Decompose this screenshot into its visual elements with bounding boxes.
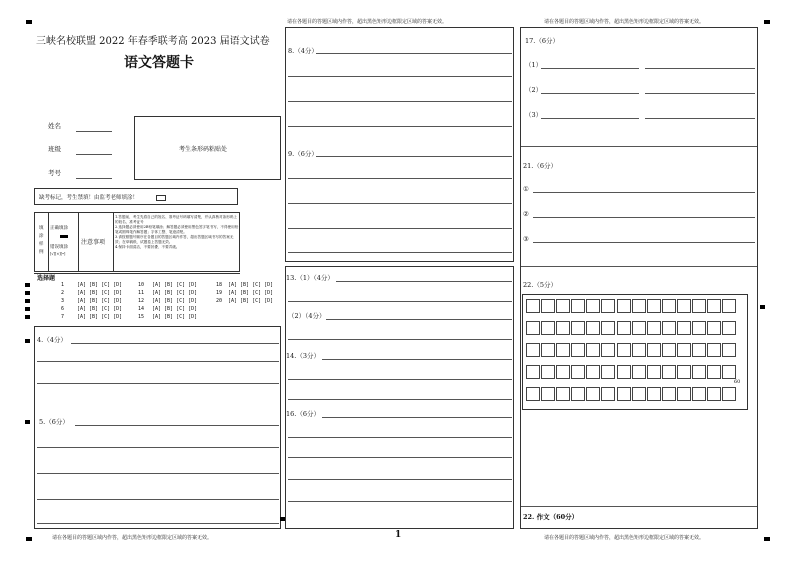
grid-cell[interactable] bbox=[692, 299, 706, 313]
answer-line[interactable] bbox=[288, 252, 512, 253]
wrong-label: 错误填涂 bbox=[50, 245, 68, 250]
grid-cell[interactable] bbox=[707, 299, 721, 313]
card-title: 语文答题卡 bbox=[124, 55, 194, 71]
answer-line[interactable] bbox=[541, 68, 639, 69]
choice-num: 15 bbox=[138, 314, 145, 320]
grid-cell[interactable] bbox=[617, 321, 631, 335]
choice-num: 3 bbox=[61, 298, 65, 304]
answer-line[interactable] bbox=[541, 118, 639, 119]
choice-num: 1 bbox=[61, 282, 65, 288]
grid-cell[interactable] bbox=[601, 343, 615, 357]
choice-options[interactable]: [A] [B] [C] [D] bbox=[152, 290, 198, 296]
choice-options[interactable]: [A] [B] [C] [D] bbox=[77, 314, 123, 320]
timing-mark bbox=[25, 339, 30, 343]
answer-line[interactable] bbox=[288, 437, 512, 438]
answer-box-right bbox=[520, 27, 758, 529]
q22-label: 22.（5分） bbox=[523, 281, 557, 289]
area-notice: 请在各题目的答题区域内作答，超出黑色矩形边框限定区域的答案无效。 bbox=[52, 535, 213, 541]
grid-cell[interactable] bbox=[677, 343, 691, 357]
answer-line[interactable] bbox=[37, 473, 279, 474]
grid-cell[interactable] bbox=[541, 343, 555, 357]
answer-line[interactable] bbox=[326, 319, 512, 320]
timing-mark bbox=[760, 305, 765, 309]
grid-cell[interactable] bbox=[632, 365, 646, 379]
grid-cell[interactable] bbox=[601, 321, 615, 335]
answer-line[interactable] bbox=[71, 343, 279, 344]
grid-cell[interactable] bbox=[586, 387, 600, 401]
area-notice: 请在各题目的答题区域内作答，超出黑色矩形边框限定区域的答案无效。 bbox=[544, 535, 705, 541]
page-number: 1 bbox=[395, 530, 402, 540]
grid-cell[interactable] bbox=[692, 365, 706, 379]
choice-num: 19 bbox=[216, 290, 223, 296]
q21-label: 21.（6分） bbox=[523, 162, 557, 170]
choice-options[interactable]: [A] [B] [C] [D] bbox=[152, 314, 198, 320]
notice-line: 4.保持卡面清洁，不要折叠、不要弄破。 bbox=[115, 245, 180, 249]
choice-num: 2 bbox=[61, 290, 65, 296]
grid-cell[interactable] bbox=[541, 321, 555, 335]
grid-cell[interactable] bbox=[586, 299, 600, 313]
grid-cell[interactable] bbox=[556, 299, 570, 313]
answer-line[interactable] bbox=[288, 178, 512, 179]
example-label: 填涂样例 bbox=[39, 226, 44, 255]
answer-line[interactable] bbox=[645, 93, 755, 94]
exam-title: 三峡名校联盟 2022 年春季联考高 2023 届语文试卷 bbox=[36, 36, 270, 47]
grid-cell[interactable] bbox=[677, 387, 691, 401]
grid-cell[interactable] bbox=[632, 321, 646, 335]
answer-line[interactable] bbox=[37, 447, 279, 448]
choice-title: 选择题 bbox=[37, 275, 56, 282]
corner-mark bbox=[26, 20, 32, 24]
grid-cell[interactable] bbox=[586, 321, 600, 335]
answer-line[interactable] bbox=[322, 359, 512, 360]
answer-line[interactable] bbox=[533, 242, 755, 243]
grid-cell[interactable] bbox=[586, 365, 600, 379]
choice-options[interactable]: [A] [B] [C] [D] bbox=[77, 282, 123, 288]
q14-label: 14.（3分） bbox=[286, 352, 320, 360]
answer-line[interactable] bbox=[288, 301, 512, 302]
answer-line[interactable] bbox=[288, 101, 512, 102]
q16-label: 16.（6分） bbox=[286, 410, 320, 418]
grid-cell[interactable] bbox=[632, 343, 646, 357]
area-notice: 请在各题目的答题区域内作答，超出黑色矩形边框限定区域的答案无效。 bbox=[287, 19, 448, 25]
answer-line[interactable] bbox=[288, 379, 512, 380]
q13-2-label: （2）（4分） bbox=[288, 312, 326, 320]
absent-box bbox=[34, 188, 238, 205]
grid-cell[interactable] bbox=[556, 387, 570, 401]
q9-label: 9.（6分） bbox=[288, 150, 318, 158]
choice-num: 12 bbox=[138, 298, 145, 304]
q17-label: 17.（6分） bbox=[525, 37, 559, 45]
grid-cell[interactable] bbox=[571, 365, 585, 379]
choice-options[interactable]: [A] [B] [C] [D] bbox=[77, 306, 123, 312]
timing-mark bbox=[25, 283, 30, 287]
choice-options[interactable]: [A] [B] [C] [D] bbox=[152, 298, 198, 304]
answer-line[interactable] bbox=[288, 339, 512, 340]
choice-num: 6 bbox=[61, 306, 65, 312]
grid-cell[interactable] bbox=[632, 299, 646, 313]
answer-line[interactable] bbox=[288, 203, 512, 204]
choice-num: 11 bbox=[138, 290, 145, 296]
grid-cell[interactable] bbox=[526, 321, 540, 335]
grid-cell[interactable] bbox=[647, 321, 661, 335]
notice-label: 注意事项 bbox=[81, 239, 106, 246]
choice-options[interactable]: [A] [B] [C] [D] bbox=[152, 306, 198, 312]
grid-cell[interactable] bbox=[662, 299, 676, 313]
corner-mark bbox=[764, 537, 770, 541]
grid-cell[interactable] bbox=[556, 321, 570, 335]
divider bbox=[521, 506, 757, 507]
answer-line[interactable] bbox=[288, 126, 512, 127]
answer-line[interactable] bbox=[541, 93, 639, 94]
id-field[interactable] bbox=[76, 178, 112, 179]
timing-mark bbox=[25, 420, 30, 424]
corner-mark bbox=[26, 537, 32, 541]
grid-cell[interactable] bbox=[662, 343, 676, 357]
q4-label: 4.（4分） bbox=[37, 336, 67, 344]
grid-cell[interactable] bbox=[526, 365, 540, 379]
grid-cell[interactable] bbox=[662, 387, 676, 401]
grid-cell[interactable] bbox=[632, 387, 646, 401]
grid-cell[interactable] bbox=[722, 343, 736, 357]
essay-label: 22. 作文（60分） bbox=[523, 513, 579, 521]
choice-options[interactable]: [A] [B] [C] [D] bbox=[228, 282, 274, 288]
wrong-sample: [√][×][•] bbox=[50, 252, 66, 256]
answer-line[interactable] bbox=[533, 192, 755, 193]
grid-cell[interactable] bbox=[722, 321, 736, 335]
grid-cell[interactable] bbox=[722, 387, 736, 401]
answer-box-q13-q16 bbox=[285, 266, 514, 529]
q21-item: ① bbox=[523, 185, 529, 193]
grid-cell[interactable] bbox=[571, 321, 585, 335]
grid-row[interactable] bbox=[526, 365, 737, 379]
choice-num: 14 bbox=[138, 306, 145, 312]
grid-row[interactable] bbox=[526, 321, 737, 335]
barcode-area bbox=[134, 116, 281, 180]
grid-cell[interactable] bbox=[571, 387, 585, 401]
q17-item: （2） bbox=[525, 86, 543, 94]
grid-cell[interactable] bbox=[692, 321, 706, 335]
answer-line[interactable] bbox=[288, 228, 512, 229]
answer-line[interactable] bbox=[288, 399, 512, 400]
answer-line[interactable] bbox=[316, 53, 512, 54]
choice-options[interactable]: [A] [B] [C] [D] bbox=[152, 282, 198, 288]
grid-cell[interactable] bbox=[617, 343, 631, 357]
grid-cell[interactable] bbox=[571, 299, 585, 313]
q5-label: 5.（6分） bbox=[39, 418, 69, 426]
class-label: 班级 bbox=[48, 145, 61, 153]
grid-cell[interactable] bbox=[601, 387, 615, 401]
grid-cell[interactable] bbox=[722, 365, 736, 379]
grid-cell[interactable] bbox=[722, 299, 736, 313]
q8-label: 8.（4分） bbox=[288, 47, 318, 55]
grid-cell[interactable] bbox=[617, 365, 631, 379]
grid-cell[interactable] bbox=[617, 387, 631, 401]
grid-cell[interactable] bbox=[662, 365, 676, 379]
choice-options[interactable]: [A] [B] [C] [D] bbox=[77, 290, 123, 296]
grid-cell[interactable] bbox=[707, 321, 721, 335]
q13-1-label: 13.（1）（4分） bbox=[286, 274, 334, 282]
answer-line[interactable] bbox=[75, 425, 279, 426]
choice-options[interactable]: [A] [B] [C] [D] bbox=[77, 298, 123, 304]
q17-item: （1） bbox=[525, 61, 543, 69]
grid-cell[interactable] bbox=[571, 343, 585, 357]
grid-cell[interactable] bbox=[662, 321, 676, 335]
grid-cell[interactable] bbox=[692, 343, 706, 357]
grid-cell[interactable] bbox=[677, 321, 691, 335]
fill-instructions bbox=[34, 212, 240, 272]
name-field[interactable] bbox=[76, 131, 112, 132]
answer-box-q8-q9 bbox=[285, 27, 514, 262]
answer-line[interactable] bbox=[37, 383, 279, 384]
timing-mark bbox=[25, 291, 30, 295]
notice-line: 1.答题前，考生先将自己的姓名、准考证号码填写清楚，并认真核对条形码上的姓名、准考证号 bbox=[115, 215, 238, 224]
answer-line[interactable] bbox=[316, 156, 512, 157]
answer-line[interactable] bbox=[37, 523, 279, 524]
grid-count: 60 bbox=[734, 379, 741, 385]
grid-cell[interactable] bbox=[647, 387, 661, 401]
grid-cell[interactable] bbox=[677, 365, 691, 379]
answer-line[interactable] bbox=[645, 118, 755, 119]
class-field[interactable] bbox=[76, 154, 112, 155]
grid-cell[interactable] bbox=[556, 365, 570, 379]
grid-row[interactable] bbox=[526, 343, 737, 357]
grid-cell[interactable] bbox=[617, 299, 631, 313]
q21-item: ② bbox=[523, 210, 529, 218]
answer-line[interactable] bbox=[37, 499, 279, 500]
correct-label: 正确填涂 bbox=[50, 226, 68, 231]
grid-cell[interactable] bbox=[601, 365, 615, 379]
answer-line[interactable] bbox=[288, 479, 512, 480]
q21-item: ③ bbox=[523, 235, 529, 243]
grid-cell[interactable] bbox=[541, 365, 555, 379]
grid-cell[interactable] bbox=[647, 343, 661, 357]
grid-cell[interactable] bbox=[526, 387, 540, 401]
grid-cell[interactable] bbox=[707, 365, 721, 379]
choice-num: 10 bbox=[138, 282, 145, 288]
grid-cell[interactable] bbox=[586, 343, 600, 357]
choice-num: 20 bbox=[216, 298, 223, 304]
timing-mark bbox=[25, 299, 30, 303]
grid-row[interactable] bbox=[526, 387, 737, 401]
q17-item: （3） bbox=[525, 111, 543, 119]
choice-num: 7 bbox=[61, 314, 65, 320]
answer-line[interactable] bbox=[645, 68, 755, 69]
answer-line[interactable] bbox=[322, 417, 512, 418]
grid-cell[interactable] bbox=[556, 343, 570, 357]
divider bbox=[521, 266, 757, 267]
notice-line: 2.选择题必须使用2B铅笔填涂；解答题必须使用黑色签字笔书写，不得使用铅笔或圆珠笔作解答题；字体工整、笔迹清楚。 bbox=[115, 225, 239, 234]
notice-line: 3.请按照题号顺序在各题目的答题区域内作答，超出答题区域书写的答案无效；在草稿纸、试题卷上答题无效。 bbox=[115, 235, 234, 244]
area-notice: 请在各题目的答题区域内作答，超出黑色矩形边框限定区域的答案无效。 bbox=[544, 19, 705, 25]
answer-line[interactable] bbox=[533, 217, 755, 218]
grid-cell[interactable] bbox=[526, 343, 540, 357]
corner-mark bbox=[764, 20, 770, 24]
grid-row[interactable] bbox=[526, 299, 737, 313]
answer-line[interactable] bbox=[288, 501, 512, 502]
grid-cell[interactable] bbox=[541, 299, 555, 313]
divider bbox=[521, 146, 757, 147]
grid-cell[interactable] bbox=[541, 387, 555, 401]
grid-cell[interactable] bbox=[526, 299, 540, 313]
grid-cell[interactable] bbox=[601, 299, 615, 313]
grid-cell[interactable] bbox=[677, 299, 691, 313]
name-label: 姓名 bbox=[48, 122, 61, 130]
answer-line[interactable] bbox=[288, 76, 512, 77]
composition-grid[interactable] bbox=[522, 294, 748, 410]
choice-num: 18 bbox=[216, 282, 223, 288]
absent-checkbox[interactable] bbox=[156, 195, 166, 201]
answer-box-q4-q5 bbox=[34, 326, 281, 529]
choice-options[interactable]: [A] [B] [C] [D] bbox=[228, 298, 274, 304]
grid-cell[interactable] bbox=[707, 387, 721, 401]
barcode-label: 考生条形码粘贴处 bbox=[179, 146, 228, 153]
timing-mark bbox=[25, 307, 30, 311]
filled-sample bbox=[60, 235, 68, 238]
grid-cell[interactable] bbox=[647, 299, 661, 313]
grid-cell[interactable] bbox=[692, 387, 706, 401]
absent-text: 缺考标记，考生禁填！由监考老师填涂！ bbox=[39, 195, 139, 201]
choice-options[interactable]: [A] [B] [C] [D] bbox=[228, 290, 274, 296]
answer-line[interactable] bbox=[336, 281, 512, 282]
grid-cell[interactable] bbox=[707, 343, 721, 357]
answer-line[interactable] bbox=[288, 457, 512, 458]
timing-mark bbox=[25, 315, 30, 319]
id-label: 考号 bbox=[48, 169, 61, 177]
answer-line[interactable] bbox=[37, 361, 279, 362]
grid-cell[interactable] bbox=[647, 365, 661, 379]
